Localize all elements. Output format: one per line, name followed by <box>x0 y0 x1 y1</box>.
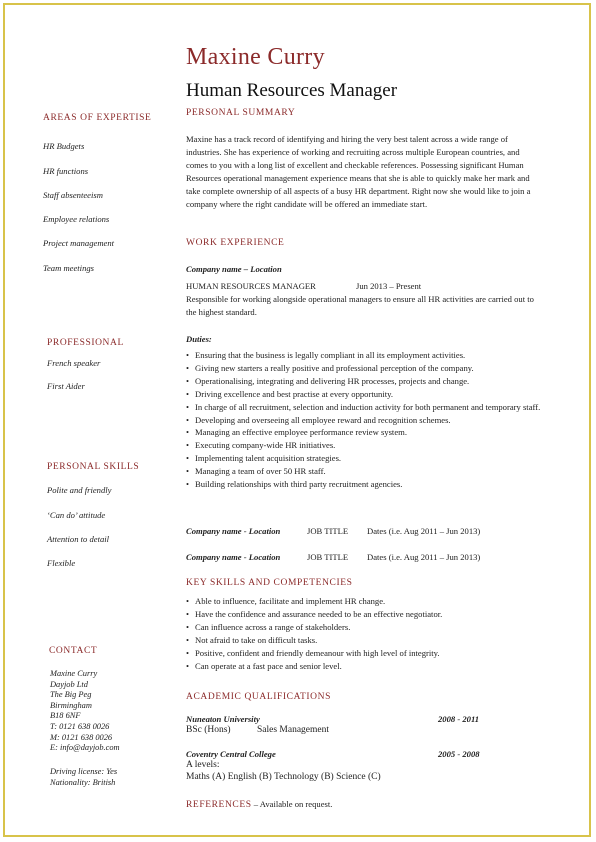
summary-text: Maxine has a track record of identifying and hiring the very best talent across a wide range of industries. She has experience of working and recruiting across multiple European countries, and comes to you with a long list of excellent and checkable references. Possessing significant Human Resources operational management experience means that she is able to quickly make her mark and take complete ownership of all aspects of a busy HR department. Right now she would like to join a company where the right candidate will be offered an immediate start. <box>186 134 531 209</box>
duty-item: • Operationalising, integrating and delivering HR processes, projects and change. <box>186 375 546 388</box>
contact-email[interactable]: E: info@dayjob.com <box>50 743 120 753</box>
alevels-label: A levels: <box>186 760 220 770</box>
expertise-item: Employee relations <box>43 214 110 224</box>
duty-item: • Ensuring that the business is legally compliant in all its employment activities. <box>186 349 546 362</box>
contact-heading: CONTACT <box>49 646 98 656</box>
contact-postcode: B18 6NF <box>50 711 81 721</box>
duty-item: • Managing a team of over 50 HR staff. <box>186 465 546 478</box>
contact-address-line: The Big Peg <box>50 690 92 700</box>
work-company: Company name – Location <box>186 264 282 274</box>
job-title: JOB TITLE <box>307 552 349 562</box>
contact-block <box>50 669 120 754</box>
duty-item: • Giving new starters a really positive and professional perception of the company. <box>186 362 546 375</box>
duty-item: • Developing and overseeing all employee reward and recognition schemes. <box>186 414 546 427</box>
personal-skill-item: ‘Can do’ attitude <box>47 510 106 520</box>
duty-item: • Implementing talent acquisition strategies. <box>186 452 546 465</box>
skill-item: • Can influence across a range of stakeholders. <box>186 621 546 634</box>
contact-company: Dayjob Ltd <box>50 679 88 689</box>
job-dates: Dates (i.e. Aug 2011 – Jun 2013) <box>367 552 481 562</box>
work-heading: WORK EXPERIENCE <box>186 238 285 248</box>
duty-item: • Managing an effective employee performance review system. <box>186 426 546 439</box>
work-dates: Jun 2013 – Present <box>356 281 422 291</box>
expertise-item: HR Budgets <box>43 141 85 151</box>
candidate-name: Maxine Curry <box>186 44 325 70</box>
nationality: Nationality: British <box>50 778 116 787</box>
duty-item: • In charge of all recruitment, selection and induction activity for both permanent and temporary staff. <box>186 401 546 414</box>
expertise-item: Project management <box>43 238 115 248</box>
skill-item: • Able to influence, facilitate and implement HR change. <box>186 595 546 608</box>
duties-list <box>186 349 546 491</box>
work-role: HUMAN RESOURCES MANAGER <box>186 281 316 291</box>
duty-item: • Building relationships with third party recruitment agencies. <box>186 478 546 491</box>
contact-name: Maxine Curry <box>50 669 98 678</box>
personal-skill-item: Attention to detail <box>47 534 110 544</box>
expertise-item: Staff absenteeism <box>43 190 103 200</box>
skill-item: • Can operate at a fast pace and senior level. <box>186 660 546 673</box>
job-title: JOB TITLE <box>307 526 349 536</box>
skill-item: • Not afraid to take on difficult tasks. <box>186 634 546 647</box>
work-description: Responsible for working alongside operational managers to ensure all HR activities are carried out to the highest standard. <box>186 294 534 317</box>
university-name: Nuneaton University <box>186 714 260 724</box>
references-heading: REFERENCES <box>186 800 252 810</box>
personal-skills-heading: PERSONAL SKILLS <box>47 462 140 472</box>
duty-item: • Driving excellence and best practise at every opportunity. <box>186 388 546 401</box>
expertise-item: Team meetings <box>43 263 95 273</box>
contact-mobile: M: 0121 638 0026 <box>50 732 113 742</box>
skill-item: • Positive, confident and friendly demeanour with high level of integrity. <box>186 647 546 660</box>
expertise-item: HR functions <box>43 166 89 176</box>
alevels-grades: Maths (A) English (B) Technology (B) Science (C) <box>186 772 381 782</box>
personal-skill-item: Polite and friendly <box>47 485 112 495</box>
driving-license: Driving license: Yes <box>50 767 118 776</box>
college-name: Coventry Central College <box>186 749 276 759</box>
college-dates: 2005 - 2008 <box>438 749 480 759</box>
expertise-heading: AREAS OF EXPERTISE <box>43 113 152 123</box>
professional-heading: PROFESSIONAL <box>47 338 124 348</box>
duties-label: Duties: <box>186 334 212 344</box>
skills-list <box>186 595 546 672</box>
references-line <box>186 794 332 812</box>
duty-item: • Executing company-wide HR initiatives. <box>186 439 546 452</box>
personal-skill-item: Flexible <box>47 558 76 568</box>
professional-item: First Aider <box>47 381 85 391</box>
contact-telephone: T: 0121 638 0026 <box>50 721 110 731</box>
references-text: – Available on request. <box>251 799 333 809</box>
education-heading: ACADEMIC QUALIFICATIONS <box>186 692 331 702</box>
degree: BSc (Hons) <box>186 725 231 735</box>
job-company: Company name - Location <box>186 552 281 562</box>
degree-subject: Sales Management <box>257 725 330 735</box>
skill-item: • Have the confidence and assurance needed to be an effective negotiator. <box>186 608 546 621</box>
job-company: Company name - Location <box>186 526 281 536</box>
university-dates: 2008 - 2011 <box>438 714 480 724</box>
summary-heading: PERSONAL SUMMARY <box>186 108 296 118</box>
contact-city: Birmingham <box>50 700 92 710</box>
skills-heading: KEY SKILLS AND COMPETENCIES <box>186 578 353 588</box>
job-title-heading: Human Resources Manager <box>186 80 398 101</box>
professional-item: French speaker <box>47 358 101 368</box>
job-dates: Dates (i.e. Aug 2011 – Jun 2013) <box>367 526 481 536</box>
